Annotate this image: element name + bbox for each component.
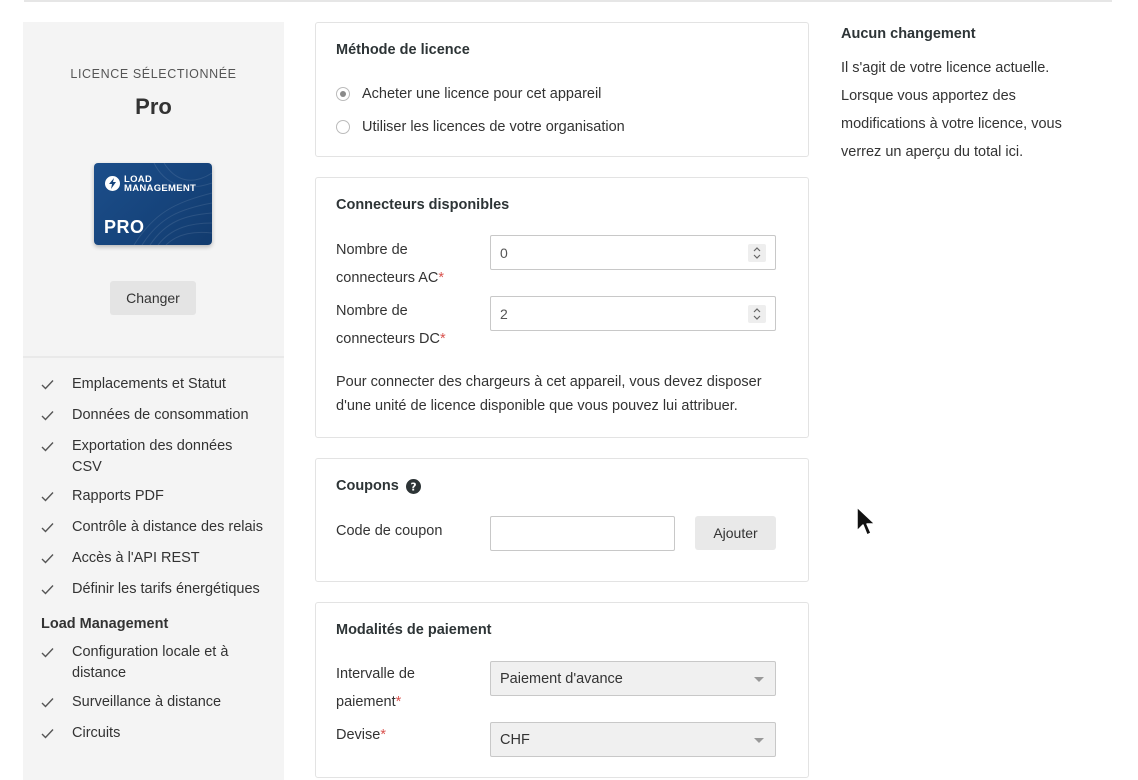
pro-license-badge bbox=[94, 163, 212, 245]
connectors-help-text: Pour connecter des chargeurs à cet appareil, vous devez disposer d'une unité de licence disponible que vous pouvez lui attribuer. bbox=[336, 374, 762, 414]
load-management-logo-icon bbox=[105, 176, 120, 191]
help-question-icon[interactable] bbox=[406, 479, 421, 494]
check-icon bbox=[41, 517, 72, 540]
check-icon bbox=[41, 374, 72, 397]
selected-license-label: LICENCE SÉLECTIONNÉE bbox=[70, 67, 237, 81]
add-coupon-button[interactable]: Ajouter bbox=[695, 516, 776, 550]
dc-connectors-input[interactable]: 2 bbox=[490, 296, 776, 331]
mouse-cursor-icon bbox=[855, 505, 877, 544]
payment-interval-select[interactable]: Paiement d'avance bbox=[490, 661, 776, 696]
payment-title: Modalités de paiement bbox=[336, 622, 492, 638]
payment-card bbox=[315, 602, 809, 778]
selected-license-panel bbox=[23, 22, 284, 358]
number-spinner-icon[interactable] bbox=[748, 244, 766, 262]
number-spinner-icon[interactable] bbox=[748, 305, 766, 323]
payment-interval-label: Intervalle de paiement* bbox=[336, 666, 415, 710]
load-management-heading: Load Management bbox=[41, 616, 169, 632]
currency-select[interactable]: CHF bbox=[490, 722, 776, 757]
check-icon bbox=[41, 723, 72, 746]
feature-item: Contrôle à distance des relais bbox=[41, 517, 266, 540]
feature-item: Définir les tarifs énergétiques bbox=[41, 579, 266, 602]
connectors-card bbox=[315, 177, 809, 438]
check-icon bbox=[41, 548, 72, 571]
badge-logo-text: LOAD MANAGEMENT bbox=[124, 174, 197, 194]
feature-item: Accès à l'API REST bbox=[41, 548, 266, 571]
ac-connectors-input[interactable]: 0 bbox=[490, 235, 776, 270]
feature-item: Exportation des données CSV bbox=[41, 436, 266, 478]
summary-panel bbox=[841, 26, 1091, 166]
ac-connectors-label: Nombre de connecteurs AC* bbox=[336, 242, 445, 286]
badge-tier-label: PRO bbox=[104, 217, 145, 237]
coupon-code-label: Code de coupon bbox=[336, 523, 443, 539]
license-sidebar bbox=[23, 22, 284, 780]
connectors-title: Connecteurs disponibles bbox=[336, 197, 510, 213]
radio-use-organization-licenses[interactable]: Utiliser les licences de votre organisation bbox=[336, 119, 625, 135]
feature-item: Emplacements et Statut bbox=[41, 374, 266, 397]
chevron-down-icon bbox=[754, 738, 764, 743]
check-icon bbox=[41, 692, 72, 715]
feature-item: Circuits bbox=[41, 723, 266, 746]
feature-item: Surveillance à distance bbox=[41, 692, 266, 715]
coupons-card bbox=[315, 458, 809, 582]
radio-buy-license[interactable]: Acheter une licence pour cet appareil bbox=[336, 86, 601, 102]
check-icon bbox=[41, 405, 72, 428]
summary-title: Aucun changement bbox=[841, 26, 976, 42]
feature-item: Données de consommation bbox=[41, 405, 266, 428]
coupons-title: Coupons ? bbox=[336, 478, 421, 494]
feature-item: Configuration locale et à distance bbox=[41, 642, 266, 684]
check-icon bbox=[41, 579, 72, 602]
feature-item: Rapports PDF bbox=[41, 486, 266, 509]
radio-button-checked[interactable] bbox=[336, 87, 350, 101]
summary-text: Il s'agit de votre licence actuelle. Lorsque vous apportez des modifications à votre licence, vous verrez un aperçu du total ici. bbox=[841, 60, 1062, 160]
check-icon bbox=[41, 486, 72, 509]
dc-connectors-label: Nombre de connecteurs DC* bbox=[336, 303, 446, 347]
check-icon bbox=[41, 642, 72, 665]
coupon-code-input[interactable] bbox=[490, 516, 675, 551]
plan-name: Pro bbox=[135, 94, 172, 119]
license-method-title: Méthode de licence bbox=[336, 42, 470, 58]
radio-button-unchecked[interactable] bbox=[336, 120, 350, 134]
check-icon bbox=[41, 436, 72, 459]
feature-list bbox=[23, 358, 284, 746]
currency-label: Devise* bbox=[336, 727, 386, 743]
change-license-button[interactable]: Changer bbox=[110, 281, 196, 315]
chevron-down-icon bbox=[754, 677, 764, 682]
license-method-card bbox=[315, 22, 809, 157]
svg-text:?: ? bbox=[410, 481, 417, 493]
top-divider bbox=[24, 0, 1112, 2]
